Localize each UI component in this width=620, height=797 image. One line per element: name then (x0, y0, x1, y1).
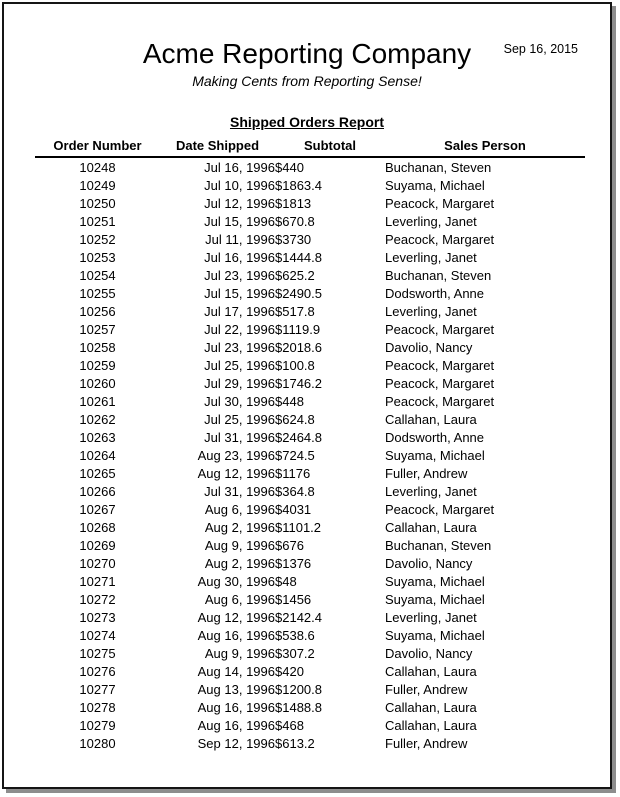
table-row (35, 410, 585, 428)
sales-person-cell: Leverling, Janet (385, 249, 477, 265)
table-row (35, 662, 585, 680)
sales-person-cell: Dodsworth, Anne (385, 285, 485, 301)
order-number-cell: 10269 (79, 537, 116, 553)
date-shipped-cell: Aug 9, 1996 (204, 537, 275, 553)
sales-person-cell: Callahan, Laura (385, 699, 477, 715)
table-row (35, 518, 585, 536)
table-row (35, 284, 585, 302)
date-shipped-cell: Aug 9, 1996 (204, 645, 275, 661)
subtotal-cell: $1176 (275, 465, 311, 481)
table-row (35, 698, 585, 716)
date-shipped-cell: Jul 11, 1996 (205, 231, 275, 247)
subtotal-cell: $448 (275, 393, 304, 409)
order-number-cell: 10278 (79, 699, 116, 715)
order-number-cell: 10274 (79, 627, 116, 643)
subtotal-cell: $48 (275, 573, 297, 589)
table-header-row (35, 135, 585, 157)
date-shipped-cell: Aug 13, 1996 (197, 681, 275, 697)
order-number-cell: 10251 (79, 213, 116, 229)
subtotal-cell: $625.2 (275, 267, 315, 283)
sales-person-cell: Davolio, Nancy (385, 339, 473, 355)
order-number-cell: 10277 (79, 681, 116, 697)
order-number-cell: 10248 (79, 159, 116, 175)
order-number-cell: 10262 (79, 411, 116, 427)
table-row (35, 482, 585, 500)
sales-person-cell: Callahan, Laura (385, 717, 477, 733)
table-row (35, 644, 585, 662)
subtotal-cell: $2142.4 (275, 609, 322, 625)
table-row (35, 500, 585, 518)
date-shipped-cell: Sep 12, 1996 (197, 735, 275, 751)
table-row (35, 320, 585, 338)
table-row (35, 212, 585, 230)
table-row (35, 157, 585, 176)
shipped-orders-table (35, 135, 585, 752)
order-number-cell: 10257 (79, 321, 116, 337)
date-shipped-cell: Aug 16, 1996 (197, 699, 275, 715)
table-row (35, 248, 585, 266)
sales-person-cell: Suyama, Michael (385, 573, 485, 589)
date-shipped-cell: Jul 12, 1996 (204, 195, 275, 211)
orders-table-body (35, 157, 585, 752)
date-shipped-cell: Jul 16, 1996 (204, 159, 275, 175)
sales-person-cell: Leverling, Janet (385, 609, 477, 625)
table-row (35, 734, 585, 752)
subtotal-cell: $724.5 (275, 447, 315, 463)
subtotal-cell: $670.8 (275, 213, 315, 229)
date-shipped-cell: Jul 10, 1996 (204, 177, 275, 193)
date-shipped-cell: Jul 29, 1996 (204, 375, 275, 391)
company-name: Acme Reporting Company (142, 38, 472, 69)
subtotal-cell: $1488.8 (275, 699, 322, 715)
order-number-cell: 10263 (79, 429, 116, 445)
table-row (35, 338, 585, 356)
order-number-cell: 10255 (79, 285, 116, 301)
order-number-cell: 10268 (79, 519, 116, 535)
order-number-cell: 10275 (79, 645, 116, 661)
order-number-cell: 10280 (79, 735, 116, 751)
table-row (35, 230, 585, 248)
subtotal-cell: $1746.2 (275, 375, 322, 391)
date-shipped-cell: Aug 6, 1996 (204, 591, 275, 607)
order-number-cell: 10261 (79, 393, 116, 409)
subtotal-cell: $307.2 (275, 645, 315, 661)
report-title: Shipped Orders Report (229, 114, 385, 130)
order-number-cell: 10253 (79, 249, 116, 265)
date-shipped-cell: Aug 14, 1996 (197, 663, 275, 679)
order-number-cell: 10266 (79, 483, 116, 499)
table-row (35, 554, 585, 572)
sales-person-cell: Suyama, Michael (385, 447, 485, 463)
sales-person-cell: Peacock, Margaret (385, 375, 495, 391)
subtotal-cell: $1101.2 (275, 519, 322, 535)
sales-person-cell: Peacock, Margaret (385, 321, 495, 337)
order-number-cell: 10273 (79, 609, 116, 625)
order-number-cell: 10254 (79, 267, 116, 283)
order-number-cell: 10267 (79, 501, 116, 517)
table-row (35, 626, 585, 644)
table-row (35, 464, 585, 482)
table-row (35, 194, 585, 212)
sales-person-cell: Buchanan, Steven (385, 267, 492, 283)
order-number-cell: 10249 (79, 177, 116, 193)
table-header (35, 135, 585, 157)
subtotal-cell: $1376 (275, 555, 312, 571)
date-shipped-cell: Aug 23, 1996 (197, 447, 275, 463)
sales-person-cell: Dodsworth, Anne (385, 429, 485, 445)
table-row (35, 536, 585, 554)
table-row (35, 572, 585, 590)
table-row (35, 716, 585, 734)
date-shipped-cell: Aug 16, 1996 (197, 717, 275, 733)
order-number-cell: 10265 (79, 465, 116, 481)
date-shipped-cell: Jul 25, 1996 (204, 357, 275, 373)
sales-person-cell: Leverling, Janet (385, 483, 477, 499)
sales-person-cell: Peacock, Margaret (385, 357, 495, 373)
date-shipped-cell: Aug 2, 1996 (204, 519, 275, 535)
subtotal-cell: $2490.5 (275, 285, 322, 301)
order-number-cell: 10252 (79, 231, 116, 247)
order-number-cell: 10260 (79, 375, 116, 391)
sales-person-cell: Peacock, Margaret (385, 393, 495, 409)
subtotal-cell: $364.8 (275, 483, 315, 499)
subtotal-cell: $440 (275, 159, 304, 175)
subtotal-cell: $676 (275, 537, 304, 553)
order-number-cell: 10271 (79, 573, 116, 589)
sales-person-cell: Callahan, Laura (385, 663, 477, 679)
column-header-subtotal: Subtotal (304, 138, 356, 153)
date-shipped-cell: Jul 22, 1996 (204, 321, 275, 337)
sales-person-cell: Callahan, Laura (385, 519, 477, 535)
sales-person-cell: Suyama, Michael (385, 177, 485, 193)
order-number-cell: 10272 (79, 591, 116, 607)
table-row (35, 446, 585, 464)
subtotal-cell: $100.8 (275, 357, 315, 373)
date-shipped-cell: Aug 12, 1996 (197, 609, 275, 625)
sales-person-cell: Callahan, Laura (385, 411, 477, 427)
subtotal-cell: $1813 (275, 195, 312, 211)
subtotal-cell: $1119.9 (275, 321, 321, 337)
subtotal-cell: $2018.6 (275, 339, 322, 355)
subtotal-cell: $613.2 (275, 735, 315, 751)
date-shipped-cell: Aug 12, 1996 (197, 465, 275, 481)
date-shipped-cell: Aug 16, 1996 (197, 627, 275, 643)
subtotal-cell: $1456 (275, 591, 312, 607)
table-row (35, 428, 585, 446)
sales-person-cell: Peacock, Margaret (385, 501, 495, 517)
sales-person-cell: Fuller, Andrew (385, 465, 468, 481)
date-shipped-cell: Jul 17, 1996 (204, 303, 275, 319)
date-shipped-cell: Jul 31, 1996 (204, 483, 275, 499)
subtotal-cell: $538.6 (275, 627, 315, 643)
sales-person-cell: Peacock, Margaret (385, 195, 495, 211)
subtotal-cell: $1444.8 (275, 249, 322, 265)
order-number-cell: 10259 (79, 357, 116, 373)
subtotal-cell: $517.8 (275, 303, 315, 319)
order-number-cell: 10258 (79, 339, 116, 355)
date-shipped-cell: Aug 6, 1996 (204, 501, 275, 517)
date-shipped-cell: Jul 16, 1996 (204, 249, 275, 265)
date-shipped-cell: Jul 23, 1996 (204, 267, 275, 283)
date-shipped-cell: Aug 30, 1996 (197, 573, 275, 589)
subtotal-cell: $4031 (275, 501, 312, 517)
subtotal-cell: $624.8 (275, 411, 315, 427)
subtotal-cell: $1863.4 (275, 177, 322, 193)
subtotal-cell: $2464.8 (275, 429, 322, 445)
subtotal-cell: $420 (275, 663, 304, 679)
subtotal-cell: $3730 (275, 231, 312, 247)
table-row (35, 302, 585, 320)
subtotal-cell: $468 (275, 717, 304, 733)
sales-person-cell: Davolio, Nancy (385, 555, 473, 571)
table-row (35, 266, 585, 284)
sales-person-cell: Leverling, Janet (385, 213, 477, 229)
company-tagline: Making Cents from Reporting Sense! (192, 73, 422, 89)
column-header-order-number: Order Number (53, 138, 142, 153)
subtotal-cell: $1200.8 (275, 681, 322, 697)
report-date: Sep 16, 2015 (503, 42, 578, 56)
date-shipped-cell: Jul 30, 1996 (204, 393, 275, 409)
date-shipped-cell: Jul 31, 1996 (204, 429, 275, 445)
column-header-sales-person: Sales Person (444, 138, 526, 153)
date-shipped-cell: Jul 15, 1996 (204, 285, 275, 301)
table-row (35, 176, 585, 194)
table-row (35, 590, 585, 608)
sales-person-cell: Peacock, Margaret (385, 231, 495, 247)
table-row (35, 680, 585, 698)
date-shipped-cell: Jul 15, 1996 (204, 213, 275, 229)
sales-person-cell: Leverling, Janet (385, 303, 477, 319)
order-number-cell: 10256 (79, 303, 116, 319)
table-row (35, 608, 585, 626)
sales-person-cell: Fuller, Andrew (385, 681, 468, 697)
sales-person-cell: Buchanan, Steven (385, 537, 492, 553)
sales-person-cell: Suyama, Michael (385, 627, 485, 643)
sales-person-cell: Fuller, Andrew (385, 735, 468, 751)
date-shipped-cell: Aug 2, 1996 (204, 555, 275, 571)
date-shipped-cell: Jul 23, 1996 (204, 339, 275, 355)
date-shipped-cell: Jul 25, 1996 (204, 411, 275, 427)
sales-person-cell: Suyama, Michael (385, 591, 485, 607)
sales-person-cell: Davolio, Nancy (385, 645, 473, 661)
order-number-cell: 10279 (79, 717, 116, 733)
table-row (35, 356, 585, 374)
order-number-cell: 10264 (79, 447, 116, 463)
column-header-date-shipped: Date Shipped (175, 138, 260, 153)
table-row (35, 374, 585, 392)
order-number-cell: 10276 (79, 663, 116, 679)
sales-person-cell: Buchanan, Steven (385, 159, 492, 175)
order-number-cell: 10250 (79, 195, 116, 211)
report-page (2, 2, 612, 789)
table-row (35, 392, 585, 410)
order-number-cell: 10270 (79, 555, 116, 571)
